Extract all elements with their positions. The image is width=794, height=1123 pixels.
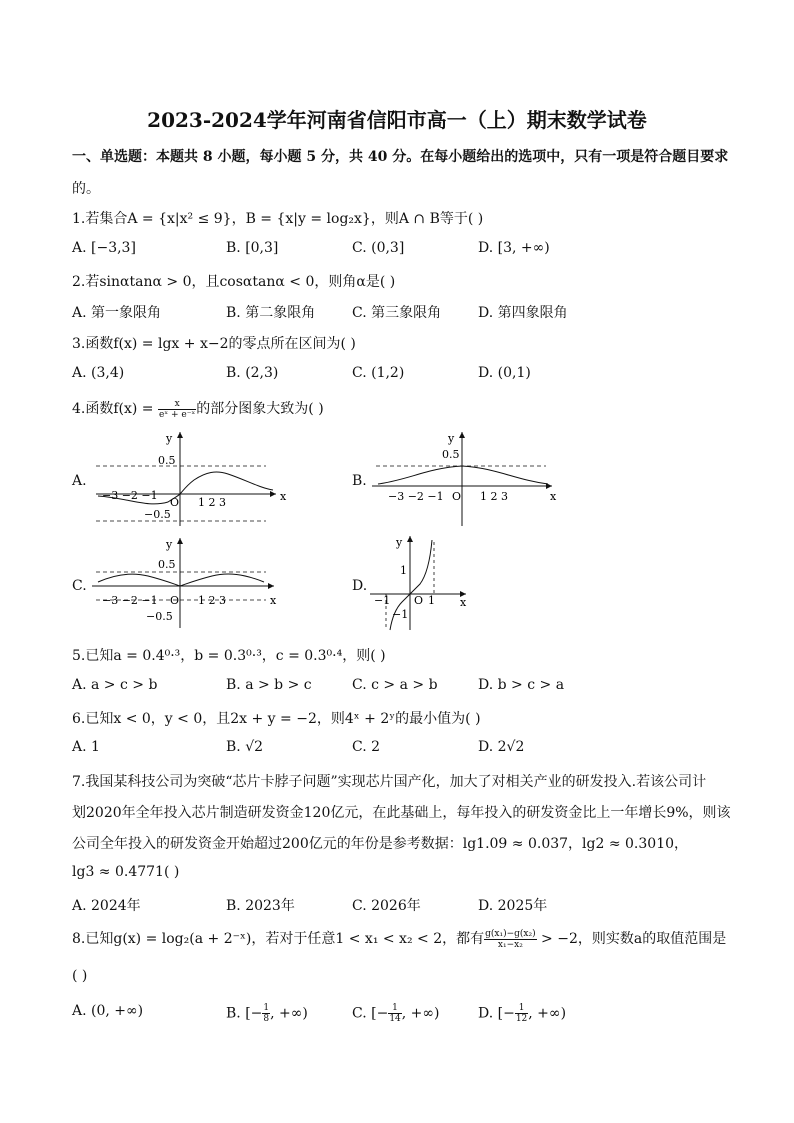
q7-option-b: B. 2023年 [226, 898, 295, 914]
q3-option-c: C. (1,2) [352, 365, 405, 381]
q6-option-b: B. √2 [226, 739, 264, 755]
q2-option-a: A. 第一象限角 [72, 305, 162, 321]
q8-option-b-prefix: B. [− [226, 1005, 263, 1022]
q2-option-d: D. 第四象限角 [478, 305, 568, 321]
q4a-origin: O [170, 496, 180, 509]
q1-option-c: C. (0,3] [352, 240, 405, 256]
question-4-stem [72, 398, 324, 420]
q6-option-a: A. 1 [72, 739, 100, 755]
q7-option-d: D. 2025年 [478, 898, 548, 914]
q4-figure-b [368, 428, 568, 528]
q4d-origin: O [414, 594, 424, 607]
question-7-stem-line3: 公司全年投入的研发资金开始超过200亿元的年份是参考数据：lg1.09 ≈ 0.037，lg2 ≈ 0.3010， [72, 836, 689, 852]
q4c-origin: O [170, 594, 180, 607]
q4-fraction-den: eˣ + e⁻ˣ [159, 409, 196, 420]
q8-option-b-frac [262, 1003, 270, 1024]
q4c-y-label: y [166, 538, 173, 551]
q6-option-d: D. 2√2 [478, 739, 525, 755]
q4b-pos-ticks: 1 2 3 [480, 490, 508, 503]
q5-option-c: C. c > a > b [352, 677, 438, 693]
section-header-line2: 的。 [72, 181, 100, 197]
q1-option-d: D. [3, +∞) [478, 240, 550, 256]
q4c-p05: 0.5 [158, 558, 176, 571]
q4a-pos-ticks: 1 2 3 [198, 496, 226, 509]
q4d-y-label: y [396, 536, 403, 549]
question-7-stem-line4: lg3 ≈ 0.4771( ) [72, 864, 180, 880]
q8-option-b-num: 1 [263, 1003, 270, 1013]
q8-option-c-frac [388, 1003, 401, 1024]
q4-stem-suffix: 的部分图象大致为( ) [196, 401, 324, 417]
q4d-neg-tick: −1 [374, 594, 391, 607]
q8-option-d-suffix: , +∞) [528, 1005, 567, 1022]
q4b-x-label: x [550, 490, 557, 503]
question-6-stem: 6.已知x < 0，y < 0，且2x + y = −2，则4ˣ + 2ʸ的最小值为( ) [72, 711, 481, 727]
q1-option-a: A. [−3,3] [72, 240, 136, 256]
question-5-stem: 5.已知a = 0.4⁰·³，b = 0.3⁰·³，c = 0.3⁰·⁴，则( ) [72, 648, 386, 664]
q4a-neg-ticks: −3 −2 −1 [102, 489, 158, 502]
q4c-x-label: x [270, 594, 277, 607]
q8-fraction [484, 929, 536, 950]
question-2-stem: 2.若sinαtanα > 0，且cosαtanα < 0，则角α是( ) [72, 274, 396, 290]
q4d-x-label: x [460, 596, 467, 609]
q8-option-d-frac [515, 1003, 528, 1024]
question-8-stem [72, 928, 726, 950]
q4-figure-d [366, 532, 476, 632]
question-7-stem-line2: 划2020年全年投入芯片制造研发资金120亿元，在此基础上，每年投入的研发资金比上一年增长9%，则该 [72, 805, 731, 821]
q4b-origin: O [452, 490, 462, 503]
page-title: 2023-2024学年河南省信阳市高一（上）期末数学试卷 [147, 108, 647, 132]
q4-figure-a-label: A. [72, 473, 87, 489]
q4c-pos-ticks: 1 2 3 [198, 594, 226, 607]
q8-option-c-den: 14 [389, 1014, 401, 1024]
q3-option-d: D. (0,1) [478, 365, 531, 381]
q4-fraction [158, 399, 196, 420]
question-1-stem: 1.若集合A = {x|x² ≤ 9}，B = {x|y = log₂x}，则A ∩ B等于( ) [72, 211, 484, 227]
q5-option-b: B. a > b > c [226, 677, 312, 693]
q1-option-b: B. [0,3] [226, 240, 279, 256]
question-8-stem-line2: ( ) [72, 968, 88, 984]
q8-option-b [226, 1003, 308, 1024]
q4d-one: 1 [400, 564, 407, 577]
q3-option-b: B. (2,3) [226, 365, 279, 381]
q8-option-a-text: A. (0, +∞) [72, 1003, 144, 1019]
q4a-p05: 0.5 [158, 454, 176, 467]
q8-option-d [478, 1003, 566, 1024]
q8-option-c-num: 1 [388, 1003, 401, 1014]
q4d-pos-tick: 1 [428, 594, 435, 607]
q6-option-c: C. 2 [352, 739, 381, 755]
q4d-mone: −1 [392, 608, 409, 621]
q4b-y-label: y [448, 432, 455, 445]
q7-option-c: C. 2026年 [352, 898, 421, 914]
q4a-x-label: x [280, 490, 287, 503]
q8-option-a [72, 1003, 143, 1019]
q7-option-a: A. 2024年 [72, 898, 141, 914]
q4-fraction-num: x [158, 399, 196, 410]
q8-option-c [352, 1003, 440, 1024]
q8-fraction-den: x₁−x₂ [497, 939, 523, 950]
question-3-stem: 3.函数f(x) = lgx + x−2的零点所在区间为( ) [72, 336, 356, 352]
q8-option-c-suffix: , +∞) [401, 1005, 440, 1022]
q8-option-d-prefix: D. [− [478, 1005, 515, 1022]
q2-option-c: C. 第三象限角 [352, 305, 442, 321]
q8-option-b-den: 8 [263, 1014, 270, 1024]
q5-option-d: D. b > c > a [478, 677, 565, 693]
q8-stem-prefix: 8.已知g(x) = log₂(a + 2⁻ˣ)，若对于任意1 < x₁ < x₂ < 2，都有 [72, 931, 485, 947]
q5-option-a: A. a > c > b [72, 677, 158, 693]
q4-figure-b-label: B. [352, 473, 367, 489]
q4-figure-d-label: D. [352, 578, 368, 594]
q8-option-c-prefix: C. [− [352, 1005, 389, 1022]
q8-option-d-num: 1 [515, 1003, 528, 1014]
q4a-y-label: y [166, 432, 173, 445]
q4c-m05: −0.5 [146, 610, 173, 623]
q4a-m05: −0.5 [144, 508, 171, 521]
question-7-stem-line1: 7.我国某科技公司为突破“芯片卡脖子问题”实现芯片国产化，加大了对相关产业的研发投入.若该公司计 [72, 774, 707, 790]
q4c-neg-ticks: −3 −2 −1 [102, 594, 158, 607]
q4-figure-c-label: C. [72, 578, 87, 594]
q4b-p05: 0.5 [442, 448, 460, 461]
section-header-line1: 一、单选题：本题共 8 小题，每小题 5 分，共 40 分。在每小题给出的选项中，只有一项是符合题目要求 [72, 149, 729, 165]
q2-option-b: B. 第二象限角 [226, 305, 316, 321]
q8-option-b-suffix: , +∞) [270, 1005, 308, 1022]
q4b-neg-ticks: −3 −2 −1 [388, 490, 444, 503]
q8-fraction-num: g(x₁)−g(x₂) [485, 928, 536, 939]
q4-stem-prefix: 4.函数f(x) = [72, 401, 158, 417]
q8-option-d-den: 12 [515, 1014, 528, 1024]
q4-figure-a [88, 428, 288, 528]
q3-option-a: A. (3,4) [72, 365, 125, 381]
q8-stem-suffix: > −2，则实数a的取值范围是 [536, 931, 727, 947]
q4-figure-c [88, 534, 288, 630]
